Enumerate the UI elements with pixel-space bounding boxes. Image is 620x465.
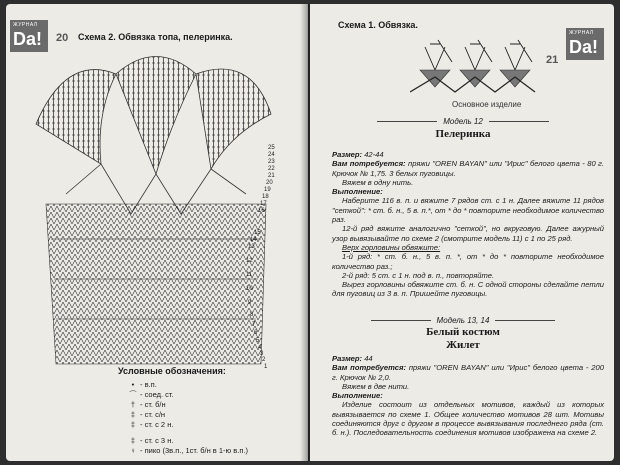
svg-text:16: 16 xyxy=(258,208,265,214)
legend-item: ♀ - пико (3в.п., 1ст. б/н в 1-ю в.п.) xyxy=(130,446,248,455)
svg-text:10: 10 xyxy=(246,286,253,292)
svg-text:15: 15 xyxy=(254,230,261,236)
svg-text:19: 19 xyxy=(264,187,271,193)
svg-text:6: 6 xyxy=(254,330,258,336)
svg-text:23: 23 xyxy=(268,159,275,165)
legend-item: † - ст. б/н xyxy=(130,400,166,409)
svg-text:17: 17 xyxy=(260,201,267,207)
svg-text:20: 20 xyxy=(266,180,273,186)
magazine-logo: ЖУРНАЛ Da! xyxy=(566,28,604,60)
svg-text:2: 2 xyxy=(262,357,266,363)
diagram-label: Основное изделие xyxy=(452,100,522,109)
svg-text:8: 8 xyxy=(250,312,254,318)
magazine-logo: ЖУРНАЛ Da! xyxy=(10,20,48,52)
scheme-title: Схема 2. Обвязка топа, пелеринка. xyxy=(78,32,233,42)
article-title: Белый костюм xyxy=(426,326,500,338)
svg-text:13: 13 xyxy=(248,244,255,250)
fan-motifs xyxy=(36,57,271,175)
svg-text:18: 18 xyxy=(262,194,269,200)
legend-item: ‡ - ст. с 2 н. xyxy=(130,420,174,429)
right-page xyxy=(310,4,614,461)
svg-text:14: 14 xyxy=(250,237,257,243)
legend-item: • - в.п. xyxy=(131,380,157,389)
article-body: Размер: 44 Вам потребуется: пряжи "OREN BAYAN" или "Ирис" белого цвета - 200 г. Крючок № 2,0. Вяжем в две нити. Выполнение: Изделие состоит из отдельных мотивов, каждый из которых вывязывается по схеме 1. Общее количество мотивов 28 шт. Мотивы соединяются друг с другом в процессе вывязывания последнего ряда (ст. б. н.). Последовательность соединения мотивов изображена на схеме 2. xyxy=(332,354,604,438)
page-number: 20 xyxy=(56,32,69,44)
model-label: Модель 13, 14 xyxy=(320,316,606,325)
page-number: 21 xyxy=(546,54,559,66)
edging-diagram xyxy=(410,32,610,102)
article-subtitle: Жилет xyxy=(446,339,480,351)
legend-item: ⌒ - соед. ст. xyxy=(129,390,174,399)
mesh-body xyxy=(46,204,266,364)
svg-text:5: 5 xyxy=(256,338,260,344)
svg-text:7: 7 xyxy=(252,322,256,328)
svg-text:9: 9 xyxy=(248,300,252,306)
svg-text:11: 11 xyxy=(246,272,253,278)
legend xyxy=(126,380,248,456)
scheme-title: Схема 1. Обвязка. xyxy=(338,20,418,30)
article-title: Пелеринка xyxy=(435,128,491,140)
svg-text:21: 21 xyxy=(268,173,275,179)
svg-text:24: 24 xyxy=(268,152,275,158)
svg-text:25: 25 xyxy=(268,145,275,151)
svg-text:4: 4 xyxy=(258,345,262,351)
article-body: Размер: 42-44 Вам потребуется: пряжи "OREN BAYAN" или "Ирис" белого цвета - 80 г. Крючок № 1,75. 3 белых пуговицы. Вяжем в одну нить. Выполнение: Наберите 116 в. п. и вяжите 7 рядов ст. с 1 н. Далее вяжите 11 рядов "сеткой": * ст. б. н., 5 в. п.*, от * до * повторите необходимое количество раз. 12-й ряд вяжите аналогично "сеткой", но вкруговую. Далее ажурный узор вывязывайте по схеме 2 (смотрите модель 11) с 1 по 25 ряд. Верх горловины обвяжите: 1-й ряд: * ст. б. н., 5 в. п. *, от * до * повторите необходимое количество раз.; 2-й ряд: 5 ст. с 1 н. под в. п., повторяйте. Вырез горловины обвяжите ст. б. н. С одной стороны сделайте петли для пуговиц из 3 в. п. Пришейте пуговицы. xyxy=(332,150,604,299)
crochet-chart xyxy=(6,44,308,374)
svg-text:22: 22 xyxy=(268,166,275,172)
model-label: Модель 12 xyxy=(320,117,606,126)
svg-text:3: 3 xyxy=(260,351,264,357)
legend-title: Условные обозначения: xyxy=(118,366,226,376)
legend-item: ‡ - ст. с 3 н. xyxy=(130,436,174,445)
svg-text:12: 12 xyxy=(246,258,253,264)
legend-item: ‡ - ст. с/н xyxy=(130,410,166,419)
left-page xyxy=(6,4,308,461)
svg-text:1: 1 xyxy=(264,364,268,370)
